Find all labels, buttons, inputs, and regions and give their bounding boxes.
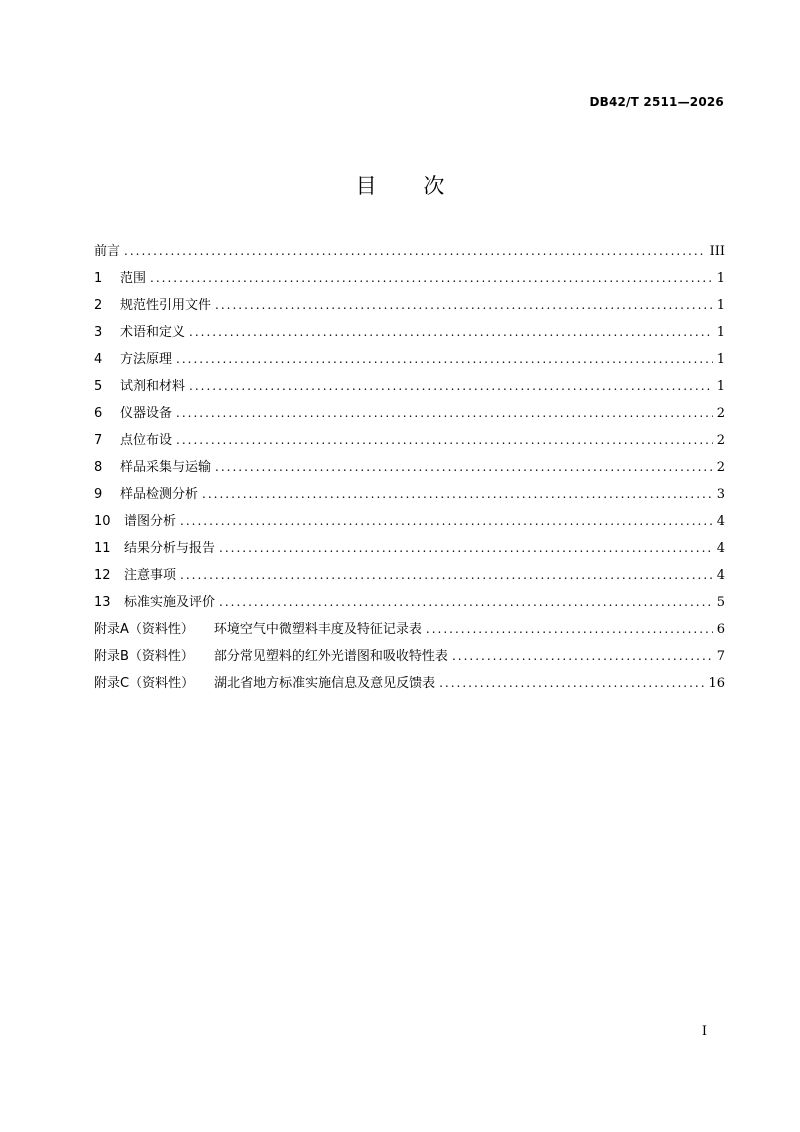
toc-entry-page: 6 <box>716 622 725 637</box>
dot-leader <box>452 649 713 663</box>
toc-entry-label: 范围 <box>120 271 147 286</box>
dot-leader <box>189 379 713 393</box>
toc-entry-foreword[interactable] <box>94 240 725 267</box>
toc-entry-12[interactable] <box>94 564 725 591</box>
toc-entry-1[interactable] <box>94 267 725 294</box>
dot-leader <box>219 541 713 555</box>
dot-leader <box>426 622 713 636</box>
toc-entry-number: 8 <box>94 460 103 475</box>
dot-leader <box>439 676 704 690</box>
toc-entry-number: 附录B（资料性） <box>94 649 194 664</box>
toc-entry-appendix-a[interactable] <box>94 618 725 645</box>
toc-entry-5[interactable] <box>94 375 725 402</box>
dot-leader <box>176 433 713 447</box>
toc-entry-label: 环境空气中微塑料丰度及特征记录表 <box>213 622 422 637</box>
dot-leader <box>124 244 706 258</box>
toc-entry-page: 1 <box>716 352 725 367</box>
toc-entry-number: 10 <box>94 514 111 529</box>
toc-entry-label: 湖北省地方标准实施信息及意见反馈表 <box>214 676 436 691</box>
toc-entry-4[interactable] <box>94 348 725 375</box>
dot-leader <box>176 352 713 366</box>
toc-entry-7[interactable] <box>94 429 725 456</box>
toc-entry-number: 附录C（资料性） <box>94 676 195 691</box>
toc-entry-page: 3 <box>716 487 725 502</box>
toc-entry-number: 2 <box>94 298 103 313</box>
dot-leader <box>215 460 713 474</box>
toc-entry-label: 术语和定义 <box>120 325 186 340</box>
toc-entry-label: 仪器设备 <box>120 406 173 421</box>
toc-entry-2[interactable] <box>94 294 725 321</box>
toc-entry-page: 16 <box>708 676 725 691</box>
toc-entry-page: 2 <box>716 433 725 448</box>
toc-entry-page: 1 <box>716 325 725 340</box>
toc-entry-11[interactable] <box>94 537 725 564</box>
toc-entry-page: 4 <box>716 568 725 583</box>
toc-entry-page: 1 <box>716 298 725 313</box>
toc-entry-page: 7 <box>716 649 725 664</box>
toc-entry-label: 样品检测分析 <box>120 487 199 502</box>
document-code: DB42/T 2511—2026 <box>589 95 724 109</box>
toc-entry-number: 3 <box>94 325 103 340</box>
toc-entry-number: 5 <box>94 379 103 394</box>
toc-entry-page: 1 <box>716 379 725 394</box>
dot-leader <box>150 271 713 285</box>
toc-entry-13[interactable] <box>94 591 725 618</box>
toc-entry-number: 12 <box>94 568 111 583</box>
dot-leader <box>180 568 713 582</box>
toc-entry-appendix-c[interactable] <box>94 672 725 699</box>
toc-entry-appendix-b[interactable] <box>94 645 725 672</box>
toc-entry-number: 6 <box>94 406 103 421</box>
toc-entry-number: 4 <box>94 352 103 367</box>
toc-entry-3[interactable] <box>94 321 725 348</box>
toc-entry-page: 4 <box>716 514 725 529</box>
toc-entry-page: 2 <box>716 406 725 421</box>
toc-entry-label: 谱图分析 <box>124 514 177 529</box>
toc-entry-label: 前言 <box>94 244 121 259</box>
toc-entry-label: 注意事项 <box>124 568 177 583</box>
toc-entry-label: 方法原理 <box>120 352 173 367</box>
toc-entry-label: 样品采集与运输 <box>120 460 212 475</box>
toc-entry-number: 13 <box>94 595 111 610</box>
toc-entry-number: 附录A（资料性） <box>94 622 194 637</box>
toc-entry-page: 4 <box>716 541 725 556</box>
toc-entry-10[interactable] <box>94 510 725 537</box>
title-char-1: 目 <box>355 174 377 198</box>
toc-entry-label: 试剂和材料 <box>120 379 186 394</box>
toc-entry-label: 标准实施及评价 <box>124 595 216 610</box>
dot-leader <box>202 487 713 501</box>
dot-leader <box>180 514 713 528</box>
toc-entry-number: 9 <box>94 487 103 502</box>
toc-entry-8[interactable] <box>94 456 725 483</box>
page-title <box>0 170 800 200</box>
toc-entry-number: 1 <box>94 271 103 286</box>
page-number: I <box>701 1024 707 1039</box>
dot-leader <box>215 298 713 312</box>
toc-entry-label: 结果分析与报告 <box>124 541 216 556</box>
toc-entry-label: 部分常见塑料的红外光谱图和吸收特性表 <box>213 649 448 664</box>
table-of-contents <box>94 240 725 699</box>
toc-entry-number: 7 <box>94 433 103 448</box>
toc-entry-page: 2 <box>716 460 725 475</box>
toc-entry-page: 1 <box>716 271 725 286</box>
title-char-2: 次 <box>423 174 445 198</box>
toc-entry-6[interactable] <box>94 402 725 429</box>
toc-entry-label: 点位布设 <box>120 433 173 448</box>
dot-leader <box>176 406 713 420</box>
dot-leader <box>189 325 713 339</box>
toc-entry-page: III <box>709 244 725 259</box>
dot-leader <box>219 595 713 609</box>
toc-entry-page: 5 <box>716 595 725 610</box>
toc-entry-9[interactable] <box>94 483 725 510</box>
toc-entry-label: 规范性引用文件 <box>120 298 212 313</box>
toc-entry-number: 11 <box>94 541 111 556</box>
